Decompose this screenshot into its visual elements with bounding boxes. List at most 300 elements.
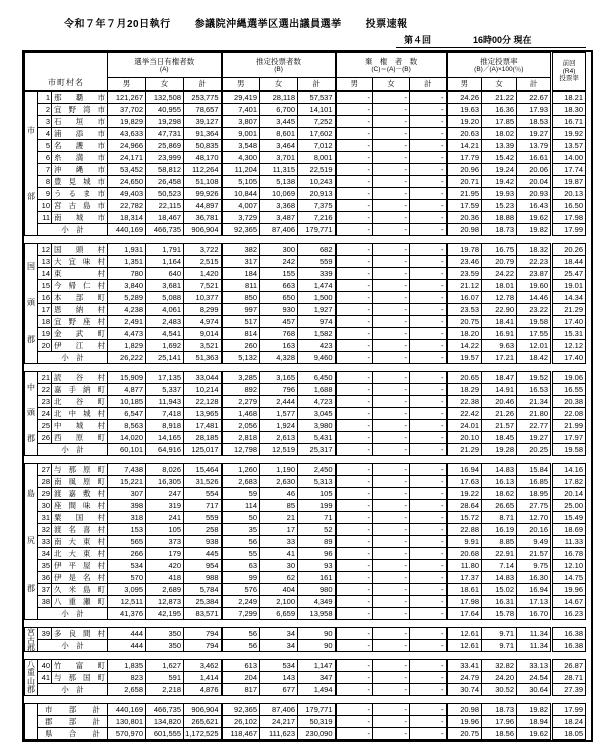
cell-voters-female: 373 [146, 536, 184, 548]
row-number: 19 [38, 328, 52, 340]
header-cell-group [108, 53, 222, 78]
cell-voters-female: 1,791 [146, 244, 184, 256]
cell-voters-female: 40,955 [146, 104, 184, 116]
cell-voters-total: 559 [184, 512, 222, 524]
cell-voters-total: 22,128 [184, 396, 222, 408]
cell-rate-total: 23.87 [517, 268, 552, 280]
table-row [25, 432, 586, 444]
cell-voters-male: 49,403 [108, 188, 146, 200]
cell-rate-total: 21.34 [517, 396, 552, 408]
cell-voters-total: 988 [184, 572, 222, 584]
cell-rate-female: 19.93 [482, 188, 517, 200]
cell-estvote-male: 260 [222, 340, 260, 352]
district-vertical-label-text [25, 98, 37, 230]
cell-voters-female: 12,873 [146, 596, 184, 608]
cell-voters-female: 418 [146, 572, 184, 584]
header-cell-group [222, 53, 336, 78]
cell-prev-rate: 16.38 [552, 640, 586, 652]
cell-voters-total: 51,363 [184, 352, 222, 364]
cell-voters-total: 15,464 [184, 464, 222, 476]
cell-voters-female: 58,812 [146, 164, 184, 176]
cell-estvote-male: 10,844 [222, 188, 260, 200]
municipality-name: うるま市 [52, 188, 108, 200]
cell-voters-female: 5,088 [146, 292, 184, 304]
cell-prev-rate: 19.92 [552, 128, 586, 140]
cell-rate-total: 23.22 [517, 304, 552, 316]
cell-voters-male: 266 [108, 548, 146, 560]
municipality-header-label: 市町村名 [48, 78, 84, 87]
header-row-groups [25, 53, 586, 78]
cell-estvote-total: 230,090 [298, 728, 336, 740]
cell-estvote-total: 7,252 [298, 116, 336, 128]
cell-estvote-total: 347 [298, 672, 336, 684]
table-row [25, 476, 586, 488]
cell-abstain-male: - [336, 352, 373, 364]
cell-abstain-total: - [410, 396, 447, 408]
cell-rate-male: 20.10 [447, 432, 482, 444]
cell-rate-male: 19.78 [447, 244, 482, 256]
cell-abstain-total: - [410, 104, 447, 116]
cell-voters-male: 2,491 [108, 316, 146, 328]
cell-rate-male: 18.20 [447, 328, 482, 340]
cell-voters-total: 31,526 [184, 476, 222, 488]
cell-prev-rate: 16.78 [552, 548, 586, 560]
table-row [25, 512, 586, 524]
cell-abstain-female: - [373, 92, 410, 104]
cell-voters-male: 26,222 [108, 352, 146, 364]
cell-rate-male: 11.80 [447, 560, 482, 572]
cell-abstain-male: - [336, 212, 373, 224]
cell-rate-male: 19.57 [447, 352, 482, 364]
cell-rate-female: 16.91 [482, 328, 517, 340]
cell-estvote-female: 24,217 [260, 716, 298, 728]
cell-rate-male: 18.61 [447, 584, 482, 596]
cell-abstain-male: - [336, 384, 373, 396]
cell-prev-rate: 18.44 [552, 256, 586, 268]
cell-rate-female: 16.19 [482, 524, 517, 536]
header-cell-sex: 男 [222, 78, 260, 91]
municipality-name: 渡嘉敷村 [52, 488, 108, 500]
cell-abstain-female: - [373, 280, 410, 292]
cell-rate-male: 22.42 [447, 408, 482, 420]
cell-abstain-total: - [410, 560, 447, 572]
cell-prev-rate: 17.99 [552, 224, 586, 236]
municipality-name: 八重瀬町 [52, 596, 108, 608]
cell-voters-total: 906,904 [184, 704, 222, 716]
cell-prev-rate: 16.38 [552, 628, 586, 640]
cell-estvote-total: 7,375 [298, 200, 336, 212]
cell-estvote-male: 2,249 [222, 596, 260, 608]
cell-rate-female: 9.71 [482, 640, 517, 652]
cell-rate-male: 23.53 [447, 304, 482, 316]
cell-abstain-male: - [336, 256, 373, 268]
cell-rate-male: 17.59 [447, 200, 482, 212]
cell-rate-female: 20.79 [482, 256, 517, 268]
cell-rate-male: 19.63 [447, 104, 482, 116]
cell-abstain-male: - [336, 464, 373, 476]
cell-estvote-male: 204 [222, 672, 260, 684]
cell-estvote-female: 1,190 [260, 464, 298, 476]
round-label: 第４回 [404, 35, 432, 45]
cell-estvote-female: 663 [260, 280, 298, 292]
cell-abstain-female: - [373, 244, 410, 256]
municipality-name: 豊見城市 [52, 176, 108, 188]
row-number: 29 [38, 488, 52, 500]
cell-estvote-female: 3,165 [260, 372, 298, 384]
table-row [25, 524, 586, 536]
district-label-char: 山 [27, 676, 35, 686]
cell-prev-rate: 16.71 [552, 116, 586, 128]
cell-estvote-male: 29,419 [222, 92, 260, 104]
cell-rate-total: 22.23 [517, 256, 552, 268]
cell-abstain-total: - [410, 512, 447, 524]
cell-voters-male: 780 [108, 268, 146, 280]
cell-prev-rate: 20.13 [552, 188, 586, 200]
cell-estvote-male: 4,007 [222, 200, 260, 212]
cell-voters-male: 15,909 [108, 372, 146, 384]
group-title: 選挙当日有権者数 [134, 57, 195, 66]
cell-voters-female: 132,508 [146, 92, 184, 104]
cell-rate-female: 13.39 [482, 140, 517, 152]
cell-voters-total: 125,017 [184, 444, 222, 456]
cell-prev-rate: 16.55 [552, 384, 586, 396]
cell-abstain-total: - [410, 628, 447, 640]
row-number: 24 [38, 408, 52, 420]
cell-voters-total: 554 [184, 488, 222, 500]
cell-voters-total: 906,904 [184, 224, 222, 236]
cell-abstain-total: - [410, 292, 447, 304]
cell-voters-male: 570 [108, 572, 146, 584]
cell-prev-rate: 16.23 [552, 608, 586, 620]
table-row [25, 176, 586, 188]
cell-rate-male: 19.22 [447, 488, 482, 500]
subtotal-row [25, 444, 586, 456]
cell-rate-female: 18.88 [482, 212, 517, 224]
cell-abstain-female: - [373, 188, 410, 200]
cell-rate-male: 20.98 [447, 224, 482, 236]
cell-estvote-male: 56 [222, 536, 260, 548]
cell-abstain-male: - [336, 396, 373, 408]
cell-voters-male: 5,289 [108, 292, 146, 304]
cell-abstain-male: - [336, 328, 373, 340]
cell-rate-male: 33.41 [447, 660, 482, 672]
previous-rate-line: 前回 [562, 60, 576, 68]
cell-voters-male: 24,650 [108, 176, 146, 188]
cell-estvote-female: 85 [260, 500, 298, 512]
cell-rate-male: 17.37 [447, 572, 482, 584]
cell-abstain-total: - [410, 500, 447, 512]
cell-rate-female: 17.85 [482, 116, 517, 128]
cell-abstain-female: - [373, 512, 410, 524]
header-cell-municipality [25, 53, 108, 91]
title-exec-date: 令和７年７月20日執行 [64, 19, 171, 30]
subtotal-label: 小 計 [38, 352, 108, 364]
district-label-char: 古 [27, 635, 35, 645]
cell-rate-male: 17.98 [447, 596, 482, 608]
district-label-char: 郡 [27, 335, 35, 345]
cell-abstain-male: - [336, 340, 373, 352]
cell-rate-male: 16.07 [447, 292, 482, 304]
cell-estvote-male: 3,729 [222, 212, 260, 224]
cell-estvote-male: 12,798 [222, 444, 260, 456]
municipality-name: 粟国村 [52, 512, 108, 524]
group-subtitle: (B) [274, 66, 283, 73]
municipality-name: 嘉手納町 [52, 384, 108, 396]
table-row [25, 584, 586, 596]
table-row [25, 560, 586, 572]
cell-voters-total: 10,214 [184, 384, 222, 396]
cell-voters-male: 318 [108, 512, 146, 524]
cell-abstain-total: - [410, 704, 447, 716]
cell-estvote-male: 817 [222, 684, 260, 696]
cell-abstain-female: - [373, 548, 410, 560]
cell-abstain-total: - [410, 716, 447, 728]
cell-prev-rate: 12.12 [552, 340, 586, 352]
cell-estvote-male: 814 [222, 328, 260, 340]
cell-voters-total: 4,876 [184, 684, 222, 696]
cell-abstain-female: - [373, 476, 410, 488]
district-section-table [24, 91, 586, 236]
cell-rate-total: 21.80 [517, 408, 552, 420]
header-cell-sex: 計 [298, 78, 336, 91]
cell-rate-male: 28.64 [447, 500, 482, 512]
municipality-name: 今帰仁村 [52, 280, 108, 292]
cell-voters-male: 19,829 [108, 116, 146, 128]
cell-voters-male: 444 [108, 628, 146, 640]
district-label-char: 国 [27, 261, 35, 271]
municipality-name: 宜野座村 [52, 316, 108, 328]
cell-abstain-female: - [373, 152, 410, 164]
cell-rate-total: 16.53 [517, 384, 552, 396]
cell-voters-female: 420 [146, 560, 184, 572]
cell-voters-male: 24,171 [108, 152, 146, 164]
cell-estvote-total: 93 [298, 560, 336, 572]
cell-rate-female: 19.28 [482, 444, 517, 456]
header-cell-sex: 女 [260, 78, 298, 91]
cell-estvote-total: 5,313 [298, 476, 336, 488]
cell-rate-female: 18.01 [482, 280, 517, 292]
table-row [25, 140, 586, 152]
cell-voters-male: 153 [108, 524, 146, 536]
page-title [64, 15, 600, 30]
cell-rate-male: 19.96 [447, 716, 482, 728]
district-section-table [24, 463, 586, 620]
cell-rate-male: 14.21 [447, 140, 482, 152]
district-label-char: 宮 [27, 627, 35, 637]
cell-voters-female: 319 [146, 500, 184, 512]
cell-abstain-total: - [410, 328, 447, 340]
section-gap [24, 652, 591, 659]
table-row [25, 292, 586, 304]
cell-voters-female: 179 [146, 548, 184, 560]
header-cell-sex: 女 [146, 78, 184, 91]
cell-abstain-total: - [410, 672, 447, 684]
municipality-name: 名護市 [52, 140, 108, 152]
municipality-name: 中城村 [52, 420, 108, 432]
row-number: 27 [38, 464, 52, 476]
cell-rate-male: 20.75 [447, 728, 482, 740]
district-label-char: 中 [27, 382, 35, 392]
cell-estvote-female: 10,069 [260, 188, 298, 200]
cell-estvote-female: 3,445 [260, 116, 298, 128]
district-vertical-label [25, 628, 38, 652]
cell-rate-total: 19.62 [517, 212, 552, 224]
table-row [25, 328, 586, 340]
cell-abstain-total: - [410, 152, 447, 164]
municipality-name: 南風原町 [52, 476, 108, 488]
district-section-table [24, 627, 586, 652]
cell-estvote-female: 33 [260, 536, 298, 548]
cell-estvote-male: 56 [222, 628, 260, 640]
cell-voters-total: 99,926 [184, 188, 222, 200]
cell-abstain-total: - [410, 316, 447, 328]
cell-rate-male: 21.12 [447, 280, 482, 292]
cell-prev-rate: 26.87 [552, 660, 586, 672]
cell-abstain-male: - [336, 572, 373, 584]
cell-voters-total: 51,108 [184, 176, 222, 188]
cell-abstain-female: - [373, 500, 410, 512]
group-subtitle: (A) [159, 66, 169, 73]
cell-voters-female: 4,541 [146, 328, 184, 340]
cell-estvote-total: 161 [298, 572, 336, 584]
subtotal-row [25, 640, 586, 652]
cell-abstain-male: - [336, 224, 373, 236]
district-vertical-label [25, 92, 38, 236]
cell-rate-male: 16.94 [447, 464, 482, 476]
totals-empty-label [25, 704, 38, 740]
cell-abstain-male: - [336, 268, 373, 280]
cell-abstain-female: - [373, 176, 410, 188]
cell-estvote-female: 677 [260, 684, 298, 696]
cell-prev-rate: 14.34 [552, 292, 586, 304]
cell-rate-total: 20.06 [517, 164, 552, 176]
cell-voters-total: 258 [184, 524, 222, 536]
cell-rate-total: 17.93 [517, 104, 552, 116]
cell-rate-female: 22.91 [482, 548, 517, 560]
cell-rate-total: 12.01 [517, 340, 552, 352]
row-number: 18 [38, 316, 52, 328]
cell-voters-male: 7,438 [108, 464, 146, 476]
cell-voters-male: 15,221 [108, 476, 146, 488]
cell-rate-male: 20.75 [447, 316, 482, 328]
cell-abstain-female: - [373, 372, 410, 384]
cell-estvote-female: 111,623 [260, 728, 298, 740]
subtotal-row [25, 684, 586, 696]
header-cell-sex: 女 [373, 78, 410, 91]
cell-rate-male: 24.79 [447, 672, 482, 684]
cell-estvote-male: 850 [222, 292, 260, 304]
cell-voters-female: 16,305 [146, 476, 184, 488]
cell-rate-female: 14.91 [482, 384, 517, 396]
cell-rate-total: 30.64 [517, 684, 552, 696]
table-row [25, 116, 586, 128]
municipality-name: 多良間村 [52, 628, 108, 640]
cell-abstain-total: - [410, 164, 447, 176]
row-number: 20 [38, 340, 52, 352]
cell-prev-rate: 18.05 [552, 728, 586, 740]
header-cell-sex: 計 [517, 78, 552, 91]
cell-estvote-male: 114 [222, 500, 260, 512]
row-number: 37 [38, 584, 52, 596]
municipality-name: 伊平屋村 [52, 560, 108, 572]
cell-estvote-female: 62 [260, 572, 298, 584]
cell-voters-total: 112,264 [184, 164, 222, 176]
cell-voters-total: 5,784 [184, 584, 222, 596]
cell-abstain-male: - [336, 728, 373, 740]
cell-voters-total: 48,170 [184, 152, 222, 164]
table-row [25, 280, 586, 292]
cell-estvote-female: 21 [260, 512, 298, 524]
cell-prev-rate: 18.30 [552, 104, 586, 116]
row-number: 22 [38, 384, 52, 396]
cell-estvote-female: 11,315 [260, 164, 298, 176]
cell-estvote-female: 242 [260, 256, 298, 268]
table-row [25, 164, 586, 176]
cell-rate-male: 17.64 [447, 608, 482, 620]
cell-estvote-male: 50 [222, 512, 260, 524]
cell-abstain-male: - [336, 536, 373, 548]
cell-abstain-female: - [373, 292, 410, 304]
district-vertical-label-text [25, 629, 37, 651]
cell-estvote-total: 559 [298, 256, 336, 268]
cell-voters-female: 2,218 [146, 684, 184, 696]
cell-abstain-male: - [336, 488, 373, 500]
cell-estvote-male: 63 [222, 560, 260, 572]
row-number: 34 [38, 548, 52, 560]
municipality-name: 石垣市 [52, 116, 108, 128]
row-number: 5 [38, 140, 52, 152]
cell-voters-total: 10,377 [184, 292, 222, 304]
municipality-name: 金武町 [52, 328, 108, 340]
cell-abstain-male: - [336, 316, 373, 328]
cell-prev-rate: 20.14 [552, 488, 586, 500]
cell-abstain-total: - [410, 340, 447, 352]
cell-estvote-total: 179,771 [298, 704, 336, 716]
cell-abstain-total: - [410, 128, 447, 140]
cell-rate-male: 12.61 [447, 628, 482, 640]
cell-rate-total: 16.43 [517, 200, 552, 212]
cell-abstain-female: - [373, 596, 410, 608]
municipality-name: 伊是名村 [52, 572, 108, 584]
cell-rate-male: 21.29 [447, 444, 482, 456]
cell-voters-male: 6,547 [108, 408, 146, 420]
row-number: 33 [38, 536, 52, 548]
cell-voters-female: 4,061 [146, 304, 184, 316]
cell-estvote-total: 7,216 [298, 212, 336, 224]
cell-estvote-male: 9,001 [222, 128, 260, 140]
cell-rate-total: 18.94 [517, 716, 552, 728]
cell-voters-female: 8,918 [146, 420, 184, 432]
cell-rate-male: 24.26 [447, 92, 482, 104]
cell-estvote-male: 55 [222, 548, 260, 560]
cell-estvote-male: 2,279 [222, 396, 260, 408]
cell-rate-total: 15.84 [517, 464, 552, 476]
cell-abstain-total: - [410, 280, 447, 292]
cell-voters-male: 37,702 [108, 104, 146, 116]
cell-voters-female: 2,689 [146, 584, 184, 596]
cell-abstain-male: - [336, 188, 373, 200]
row-number: 30 [38, 500, 52, 512]
cell-rate-total: 20.25 [517, 444, 552, 456]
cell-rate-female: 16.36 [482, 104, 517, 116]
cell-abstain-male: - [336, 420, 373, 432]
cell-prev-rate: 16.50 [552, 200, 586, 212]
cell-estvote-total: 6,450 [298, 372, 336, 384]
cell-voters-female: 19,298 [146, 116, 184, 128]
municipality-name: 読谷村 [52, 372, 108, 384]
cell-rate-total: 33.13 [517, 660, 552, 672]
cell-abstain-total: - [410, 256, 447, 268]
